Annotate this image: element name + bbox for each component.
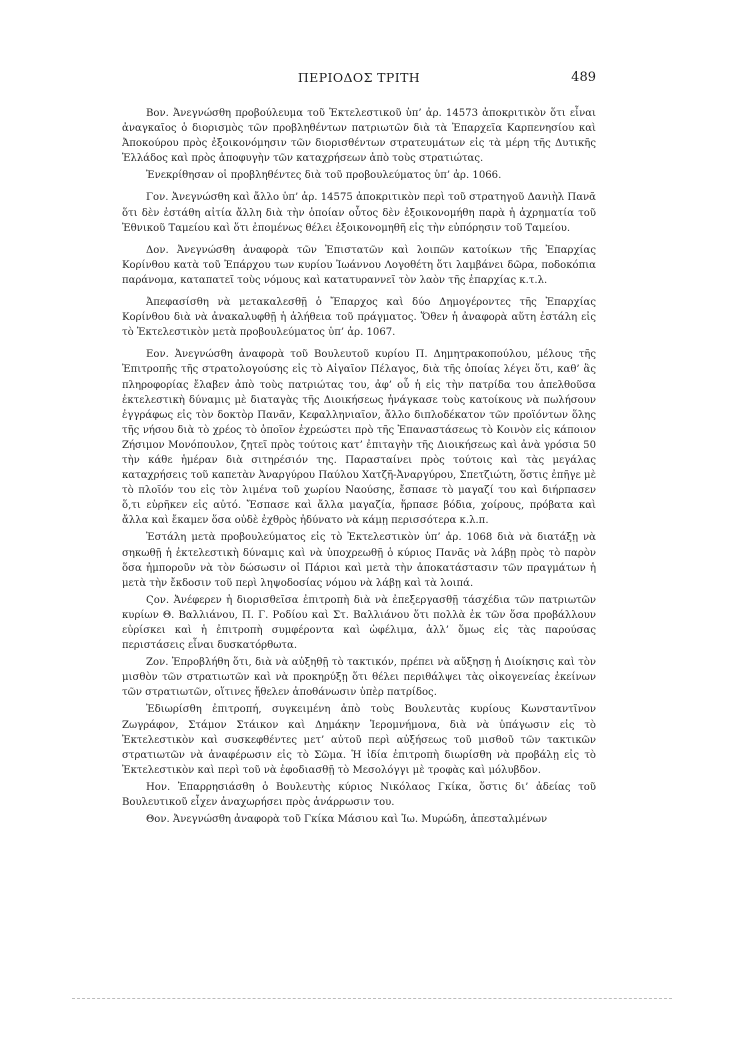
paragraph: Ϛον. Ἀνέφερεν ἡ διορισθεῖσα ἐπιτροπὴ διὰ νὰ ἐπεξεργασθῇ τάσχέδια τῶν πατριωτῶν κυρίων Θ. Βαλλιάνου, Π. Γ. Ροδίου καὶ Στ. Βαλλιάνου ὅτι πολλὰ ἐκ τῶν ὅσα προβάλλουν εὑρίσκει καὶ ἡ ἐπιτροπὴ συμφέροντα καὶ ὠφέλιμα, ἀλλ’ ὅμως εἰς τὰς παρούσας περιστάσεις εἶναι δυσκατόρθωτα. [122, 594, 596, 652]
paragraph: Δον. Ἀνεγνώσθη ἀναφορὰ τῶν Ἐπιστατῶν καὶ λοιπῶν κατοίκων τῆς Ἐπαρχίας Κορίνθου κατὰ τοῦ Ἐπάρχου των κυρίου Ἰωάννου Λογοθέτη ὅτι λαμβάνει δῶρα, ποδοκόπια παράνομα, καταπατεῖ τοὺς νόμους καὶ κατατυραννεῖ τὸν λαὸν τῆς ἐπαρχίας κ.τ.λ. [122, 244, 596, 286]
paragraph: Ἐστάλη μετὰ προβουλεύματος εἰς τὸ Ἐκτελεστικὸν ὑπ’ ἀρ. 1068 διὰ νὰ διατάξῃ νὰ σηκωθῇ ἡ ἐκτελεστικὴ δύναμις καὶ νὰ ὑποχρεωθῇ ὁ κύριος Πανᾶς νὰ λάβῃ πρὸς τὸ παρὸν ὅσα ἠμποροῦν νὰ τὸν δώσωσιν οἱ Πάριοι καὶ μετὰ τὴν ἀποκατάστασιν τῶν πραγμάτων ἡ μετὰ τὴν ἔκδοσιν τοῦ περὶ ληψοδοσίας νόμου νὰ λάβῃ καὶ τὰ λοιπά. [122, 532, 596, 589]
paragraph: Γον. Ἀνεγνώσθη καὶ ἄλλο ὑπ’ ἀρ. 14575 ἀποκριτικὸν περὶ τοῦ στρατηγοῦ Δανιὴλ Πανᾶ ὅτι δὲν ἐστάθη αἰτία ἄλλη διὰ τὴν ὁποίαν οὗτος δὲν ἐξοικονομήθη παρὰ ἡ ἀχρηματία τοῦ Ἐθνικοῦ Ταμείου καὶ ὅτι ἐπομένως θέλει ἐξοικονομηθῆ εἰς τὴν εὐπόρησιν τοῦ Ταμείου. [122, 192, 596, 234]
scan-edge-rule [72, 998, 672, 999]
running-head: ΠΕΡΙΟΔΟΣ ΤΡΙΤΗ [297, 70, 421, 85]
page-number: 489 [571, 70, 596, 85]
paragraph: Ἀπεφασίσθη νὰ μετακαλεσθῇ ὁ Ἔπαρχος καὶ δύο Δημογέροντες τῆς Ἐπαρχίας Κορίνθου διὰ νὰ ἀνακαλυφθῇ ἡ ἀλήθεια τοῦ πράγματος. Ὅθεν ἡ ἀναφορὰ αὕτη ἐστάλη εἰς τὸ Ἐκτελεστικὸν μετὰ προβουλεύματος ὑπ’ ἀρ. 1067. [122, 297, 596, 339]
paragraph: Ἐδιωρίσθη ἐπιτροπή, συγκειμένη ἀπὸ τοὺς Βουλευτὰς κυρίους Κωνσταντῖνον Ζωγράφον, Στάμον Στάικον καὶ Δημάκην Ἱερομνήμονα, διὰ νὰ ὑπάγωσιν εἰς τὸ Ἐκτελεστικὸν καὶ συσκεφθέντες μετ’ αὐτοῦ περὶ αὐξήσεως τοῦ μισθοῦ τῶν τακτικῶν στρατιωτῶν νὰ ἀναφέρωσιν εἰς τὸ Σῶμα. Ἡ ἰδία ἐπιτροπὴ διωρίσθη νὰ προβάλῃ εἰς τὸ Ἐκτελεστικὸν καὶ περὶ τοῦ νὰ ἐφοδιασθῇ τὸ Μεσολόγγι μὲ τροφὰς καὶ μόλυβδον. [122, 704, 596, 776]
body-text [122, 106, 596, 829]
paragraph: Ηον. Ἐπαρρησιάσθη ὁ Βουλευτὴς κύριος Νικόλαος Γκίκα, ὅστις δι’ ἀδείας τοῦ Βουλευτικοῦ εἶχεν ἀναχωρήσει πρὸς ἀνάρρωσιν του. [122, 781, 596, 809]
paragraph: Ζον. Ἐπροβλήθη ὅτι, διὰ νὰ αὐξηθῇ τὸ τακτικόν, πρέπει νὰ αὔξησῃ ἡ Διοίκησις καὶ τὸν μισθὸν τῶν στρατιωτῶν καὶ νὰ προκηρύξῃ ὅτι θέλει περιθάλψει τὰς οἰκογενείας ἐκείνων τῶν στρατιωτῶν, οἵτινες ἤθελεν ἀποθάνωσιν ὑπὲρ πατρίδος. [122, 657, 596, 699]
paragraph: Ἐνεκρίθησαν οἱ προβληθέντες διὰ τοῦ προβουλεύματος ὑπ’ ἀρ. 1066. [146, 170, 502, 182]
page-header [122, 70, 596, 90]
paragraph: Βον. Ἀνεγνώσθη προβούλευμα τοῦ Ἐκτελεστικοῦ ὑπ’ ἀρ. 14573 ἀποκριτικὸν ὅτι εἶναι ἀναγκαῖος ὁ διορισμὸς τῶν προβληθέντων πατριωτῶν διὰ τὰ Ἐπαρχεῖα Καρπενησίου καὶ Ἀποκούρου πρὸς ἐξοικονόμησιν τῶν διορισθέντων στρατευμάτων εἰς τὰ μέρη τῆς Δυτικῆς Ἑλλάδος καὶ πρὸς ἀποφυγὴν τῶν καταχρήσεων ἀπὸ τοὺς στρατιώτας. [122, 108, 596, 165]
paragraph: Εον. Ἀνεγνώσθη ἀναφορὰ τοῦ Βουλευτοῦ κυρίου Π. Δημητρακοπούλου, μέλους τῆς Ἐπιτροπῆς τῆς στρατολογούσης εἰς τὸ Αἰγαῖον Πέλαγος, διὰ τῆς ὁποίας λέγει ὅτι, καθ’ ἃς πληροφορίας ἔλαβεν ἀπὸ τοὺς πατριώτας του, ἀφ’ οὗ ἡ εἰς τὴν πατρίδα του ἀπελθοῦσα ἐκτελεστικὴ δύναμις μὲ διαταγὰς τῆς Διοικήσεως ἠνάγκασε τοὺς κατοίκους νὰ πωλήσουν ἐγγράφως εἰς τὸν δοκτὸρ Πανᾶν, Κεφαλληνιαῖον, ἄλλο διπλοδέκατον τῶν προϊόντων ὅλης τῆς νήσου διὰ τὸ χρέος τὸ ὁποῖον ἐχρεώστει πρὸ τῆς Ἐπαναστάσεως τὸ Κοινὸν εἰς κάποιον Ζήσιμον Μονόπουλον, ζητεῖ πρὸς τούτοις κατ’ ἐπιταγὴν τῆς Διοικήσεως καὶ ἀνὰ γρόσια 50 τὴν κάθε ἡμέραν διὰ σιτηρέσιόν της. Παρασταίνει πρὸς τούτοις καὶ τὰς μεγάλας καταχρήσεις τοῦ καπετὰν Ἀναργύρου Παύλου Χατζῆ-Ἀναργύρου, Σπετζιώτη, ὅστις ἐπῆγε μὲ τὸ πλοῖόν του εἰς τὸν λιμένα τοῦ χωρίου Ναούσης, ἔσπασε τὸ μαγαζί του καὶ διήρπασεν ὅ,τι εὑρῆκεν εἰς αὐτό. Ἔσπασε καὶ ἄλλα μαγαζία, ἥρπασε βόδια, χοίρους, πρόβατα καὶ ἄλλα καὶ ἔκαμεν ὅσα οὐδὲ ἐχθρὸς ἠδύνατο νὰ κάμῃ περισσότερα κ.λ.π. [122, 349, 596, 527]
paragraph: Θον. Ἀνεγνώσθη ἀναφορὰ τοῦ Γκίκα Μάσιου καὶ Ἰω. Μυρώδη, ἀπεσταλμένων [146, 814, 548, 826]
